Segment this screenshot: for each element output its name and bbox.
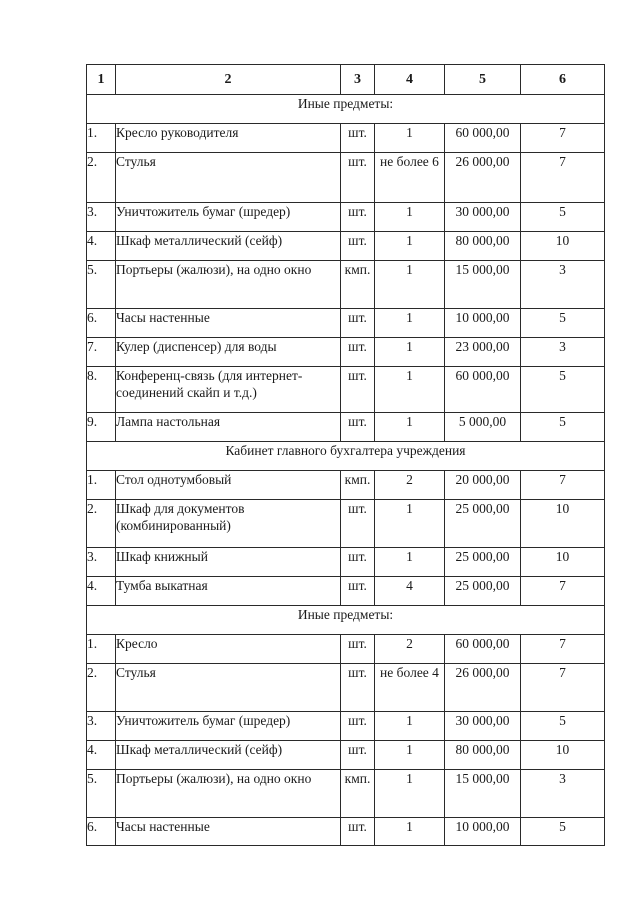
table-row (87, 367, 605, 413)
item-price: 60 000,00 (445, 124, 521, 153)
item-price: 25 000,00 (445, 548, 521, 577)
inventory-table (86, 64, 605, 846)
section-title: Кабинет главного бухгалтера учреждения (87, 442, 605, 471)
item-unit: шт. (341, 712, 375, 741)
item-service-years: 3 (521, 261, 605, 309)
header-cell-1: 1 (87, 65, 116, 95)
item-service-years: 5 (521, 413, 605, 442)
item-service-years: 10 (521, 548, 605, 577)
item-unit: кмп. (341, 770, 375, 818)
item-service-years: 5 (521, 309, 605, 338)
table-row (87, 471, 605, 500)
item-quantity: 1 (375, 413, 445, 442)
item-quantity: 1 (375, 548, 445, 577)
item-unit: шт. (341, 413, 375, 442)
table-row (87, 124, 605, 153)
row-number: 3. (87, 548, 116, 577)
item-price: 15 000,00 (445, 261, 521, 309)
item-name: Тумба выкатная (116, 577, 341, 606)
item-name: Портьеры (жалюзи), на одно окно (116, 770, 341, 818)
item-name: Уничтожитель бумаг (шредер) (116, 203, 341, 232)
item-name: Уничтожитель бумаг (шредер) (116, 712, 341, 741)
section-title: Иные предметы: (87, 95, 605, 124)
item-unit: шт. (341, 635, 375, 664)
item-quantity: 1 (375, 203, 445, 232)
item-unit: шт. (341, 818, 375, 846)
item-price: 25 000,00 (445, 500, 521, 548)
item-quantity: не более 6 (375, 153, 445, 203)
row-number: 3. (87, 203, 116, 232)
row-number: 1. (87, 471, 116, 500)
section-row (87, 442, 605, 471)
table-row (87, 577, 605, 606)
table-body (87, 95, 605, 846)
header-cell-4: 4 (375, 65, 445, 95)
item-service-years: 3 (521, 338, 605, 367)
item-unit: шт. (341, 548, 375, 577)
item-price: 20 000,00 (445, 471, 521, 500)
table-row (87, 338, 605, 367)
table-row (87, 818, 605, 846)
header-row (87, 65, 605, 95)
item-quantity: 1 (375, 338, 445, 367)
row-number: 9. (87, 413, 116, 442)
item-unit: шт. (341, 309, 375, 338)
row-number: 8. (87, 367, 116, 413)
item-service-years: 7 (521, 471, 605, 500)
item-service-years: 3 (521, 770, 605, 818)
row-number: 4. (87, 741, 116, 770)
table-row (87, 203, 605, 232)
item-name: Шкаф металлический (сейф) (116, 741, 341, 770)
row-number: 7. (87, 338, 116, 367)
item-service-years: 5 (521, 818, 605, 846)
row-number: 1. (87, 124, 116, 153)
row-number: 1. (87, 635, 116, 664)
item-service-years: 7 (521, 635, 605, 664)
item-name: Часы настенные (116, 309, 341, 338)
item-price: 5 000,00 (445, 413, 521, 442)
table-row (87, 712, 605, 741)
item-service-years: 7 (521, 153, 605, 203)
table-row (87, 232, 605, 261)
row-number: 2. (87, 500, 116, 548)
item-quantity: 1 (375, 232, 445, 261)
item-unit: шт. (341, 124, 375, 153)
item-name: Шкаф металлический (сейф) (116, 232, 341, 261)
item-name: Кулер (диспенсер) для воды (116, 338, 341, 367)
table-row (87, 635, 605, 664)
item-quantity: 1 (375, 712, 445, 741)
table-row (87, 548, 605, 577)
row-number: 2. (87, 664, 116, 712)
table-row (87, 500, 605, 548)
table-row (87, 664, 605, 712)
header-cell-2: 2 (116, 65, 341, 95)
item-price: 80 000,00 (445, 741, 521, 770)
item-service-years: 10 (521, 232, 605, 261)
header-cell-3: 3 (341, 65, 375, 95)
row-number: 5. (87, 261, 116, 309)
item-quantity: не более 4 (375, 664, 445, 712)
item-price: 15 000,00 (445, 770, 521, 818)
header-cell-6: 6 (521, 65, 605, 95)
item-unit: шт. (341, 577, 375, 606)
item-unit: кмп. (341, 261, 375, 309)
row-number: 6. (87, 309, 116, 338)
table-row (87, 153, 605, 203)
item-price: 23 000,00 (445, 338, 521, 367)
item-unit: шт. (341, 338, 375, 367)
item-price: 80 000,00 (445, 232, 521, 261)
item-price: 10 000,00 (445, 818, 521, 846)
row-number: 6. (87, 818, 116, 846)
item-price: 25 000,00 (445, 577, 521, 606)
row-number: 5. (87, 770, 116, 818)
table-row (87, 741, 605, 770)
table-row (87, 770, 605, 818)
item-quantity: 2 (375, 635, 445, 664)
item-name: Стулья (116, 664, 341, 712)
item-name: Лампа настольная (116, 413, 341, 442)
item-service-years: 10 (521, 741, 605, 770)
section-row (87, 606, 605, 635)
item-price: 10 000,00 (445, 309, 521, 338)
item-quantity: 1 (375, 770, 445, 818)
item-unit: шт. (341, 500, 375, 548)
section-row (87, 95, 605, 124)
item-quantity: 1 (375, 500, 445, 548)
item-name: Стол однотумбовый (116, 471, 341, 500)
item-service-years: 7 (521, 664, 605, 712)
item-quantity: 1 (375, 261, 445, 309)
item-name: Кресло (116, 635, 341, 664)
item-name: Портьеры (жалюзи), на одно окно (116, 261, 341, 309)
item-unit: кмп. (341, 471, 375, 500)
item-service-years: 7 (521, 124, 605, 153)
item-quantity: 1 (375, 367, 445, 413)
row-number: 2. (87, 153, 116, 203)
item-unit: шт. (341, 232, 375, 261)
item-unit: шт. (341, 203, 375, 232)
item-service-years: 5 (521, 712, 605, 741)
item-service-years: 7 (521, 577, 605, 606)
table-row (87, 413, 605, 442)
item-unit: шт. (341, 664, 375, 712)
item-service-years: 5 (521, 367, 605, 413)
table-row (87, 261, 605, 309)
item-quantity: 2 (375, 471, 445, 500)
item-unit: шт. (341, 367, 375, 413)
item-quantity: 1 (375, 309, 445, 338)
row-number: 4. (87, 232, 116, 261)
item-quantity: 1 (375, 818, 445, 846)
item-price: 26 000,00 (445, 153, 521, 203)
item-price: 26 000,00 (445, 664, 521, 712)
item-name: Стулья (116, 153, 341, 203)
row-number: 3. (87, 712, 116, 741)
header-cell-5: 5 (445, 65, 521, 95)
table-row (87, 309, 605, 338)
item-price: 60 000,00 (445, 367, 521, 413)
item-name: Кресло руководителя (116, 124, 341, 153)
item-quantity: 4 (375, 577, 445, 606)
item-price: 30 000,00 (445, 203, 521, 232)
item-quantity: 1 (375, 741, 445, 770)
section-title: Иные предметы: (87, 606, 605, 635)
item-quantity: 1 (375, 124, 445, 153)
item-unit: шт. (341, 153, 375, 203)
item-name: Часы настенные (116, 818, 341, 846)
item-price: 30 000,00 (445, 712, 521, 741)
item-unit: шт. (341, 741, 375, 770)
item-price: 60 000,00 (445, 635, 521, 664)
item-name: Шкаф для документов (комбинированный) (116, 500, 341, 548)
row-number: 4. (87, 577, 116, 606)
item-service-years: 10 (521, 500, 605, 548)
item-name: Конференц-связь (для интернет-соединений скайп и т.д.) (116, 367, 341, 413)
item-service-years: 5 (521, 203, 605, 232)
item-name: Шкаф книжный (116, 548, 341, 577)
